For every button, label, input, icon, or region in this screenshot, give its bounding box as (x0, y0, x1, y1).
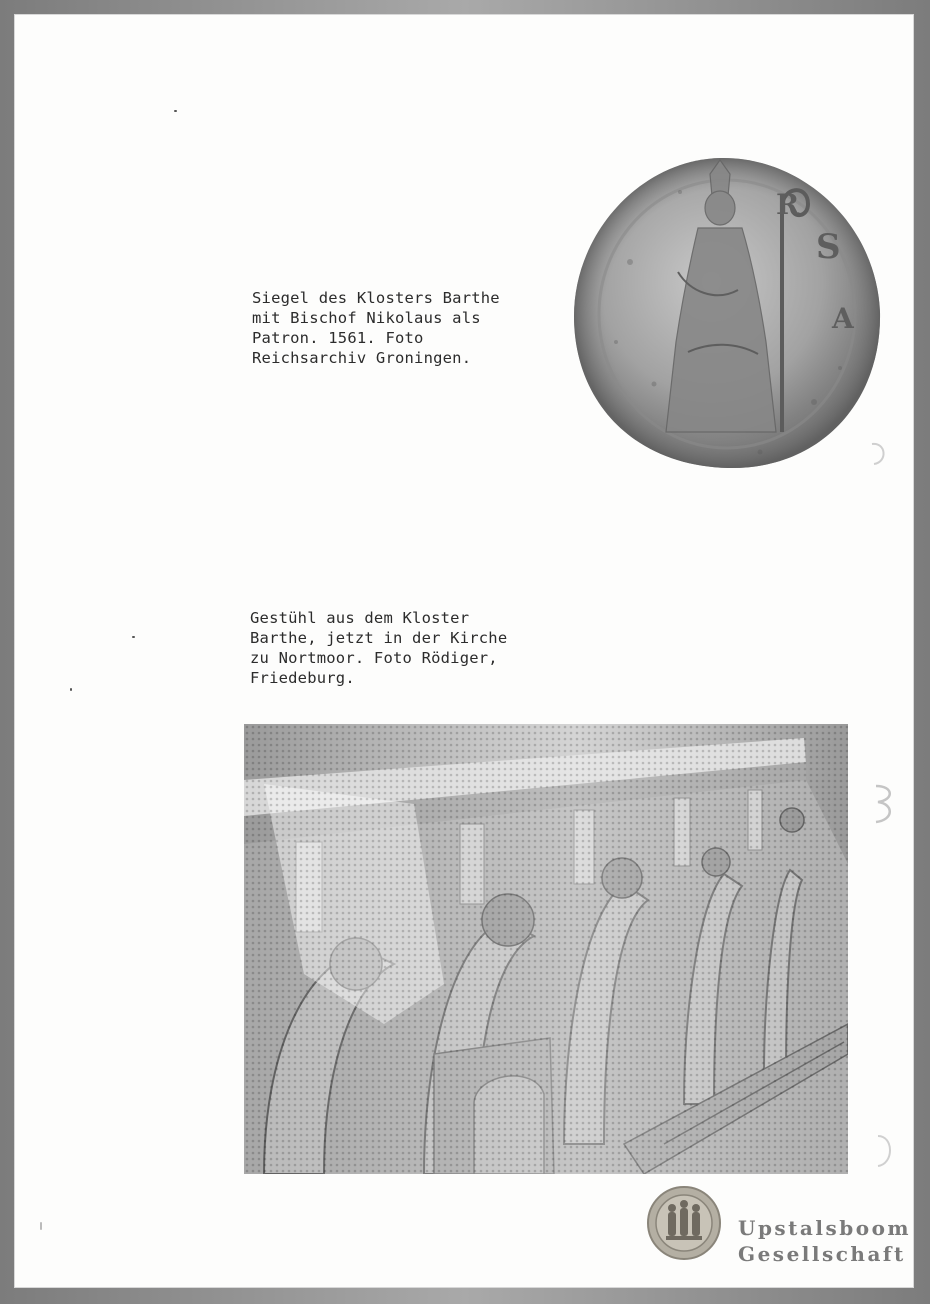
svg-text:S: S (816, 227, 841, 267)
caption-line: Siegel des Klosters Barthe (252, 289, 500, 307)
logo-line-1: Upstalsboom (738, 1216, 912, 1240)
punch-hole (866, 440, 890, 472)
svg-text:R: R (776, 188, 800, 221)
svg-text:A: A (832, 302, 854, 335)
caption-line: zu Nortmoor. Foto Rödiger, (250, 649, 498, 667)
dust-speck (174, 110, 177, 112)
document-page (14, 14, 914, 1288)
caption-line: Friedeburg. (250, 669, 355, 687)
choir-stall-photo (244, 724, 848, 1174)
caption-line: Patron. 1561. Foto (252, 329, 424, 347)
caption-line: Barthe, jetzt in der Kirche (250, 629, 508, 647)
dust-speck (132, 636, 135, 638)
logo-line-2: Gesellschaft (738, 1242, 906, 1266)
punch-hole (874, 1132, 896, 1174)
dust-speck (40, 1222, 42, 1230)
stalls-caption (250, 608, 507, 688)
punch-hole (872, 782, 898, 830)
caption-line: Reichsarchiv Groningen. (252, 349, 472, 367)
caption-line: Gestühl aus dem Kloster (250, 609, 470, 627)
seal-emblem-icon (646, 1184, 722, 1262)
seal-photo (570, 152, 884, 472)
caption-line: mit Bischof Nikolaus als (252, 309, 481, 327)
seal-caption (252, 288, 500, 368)
dust-speck (70, 688, 72, 691)
